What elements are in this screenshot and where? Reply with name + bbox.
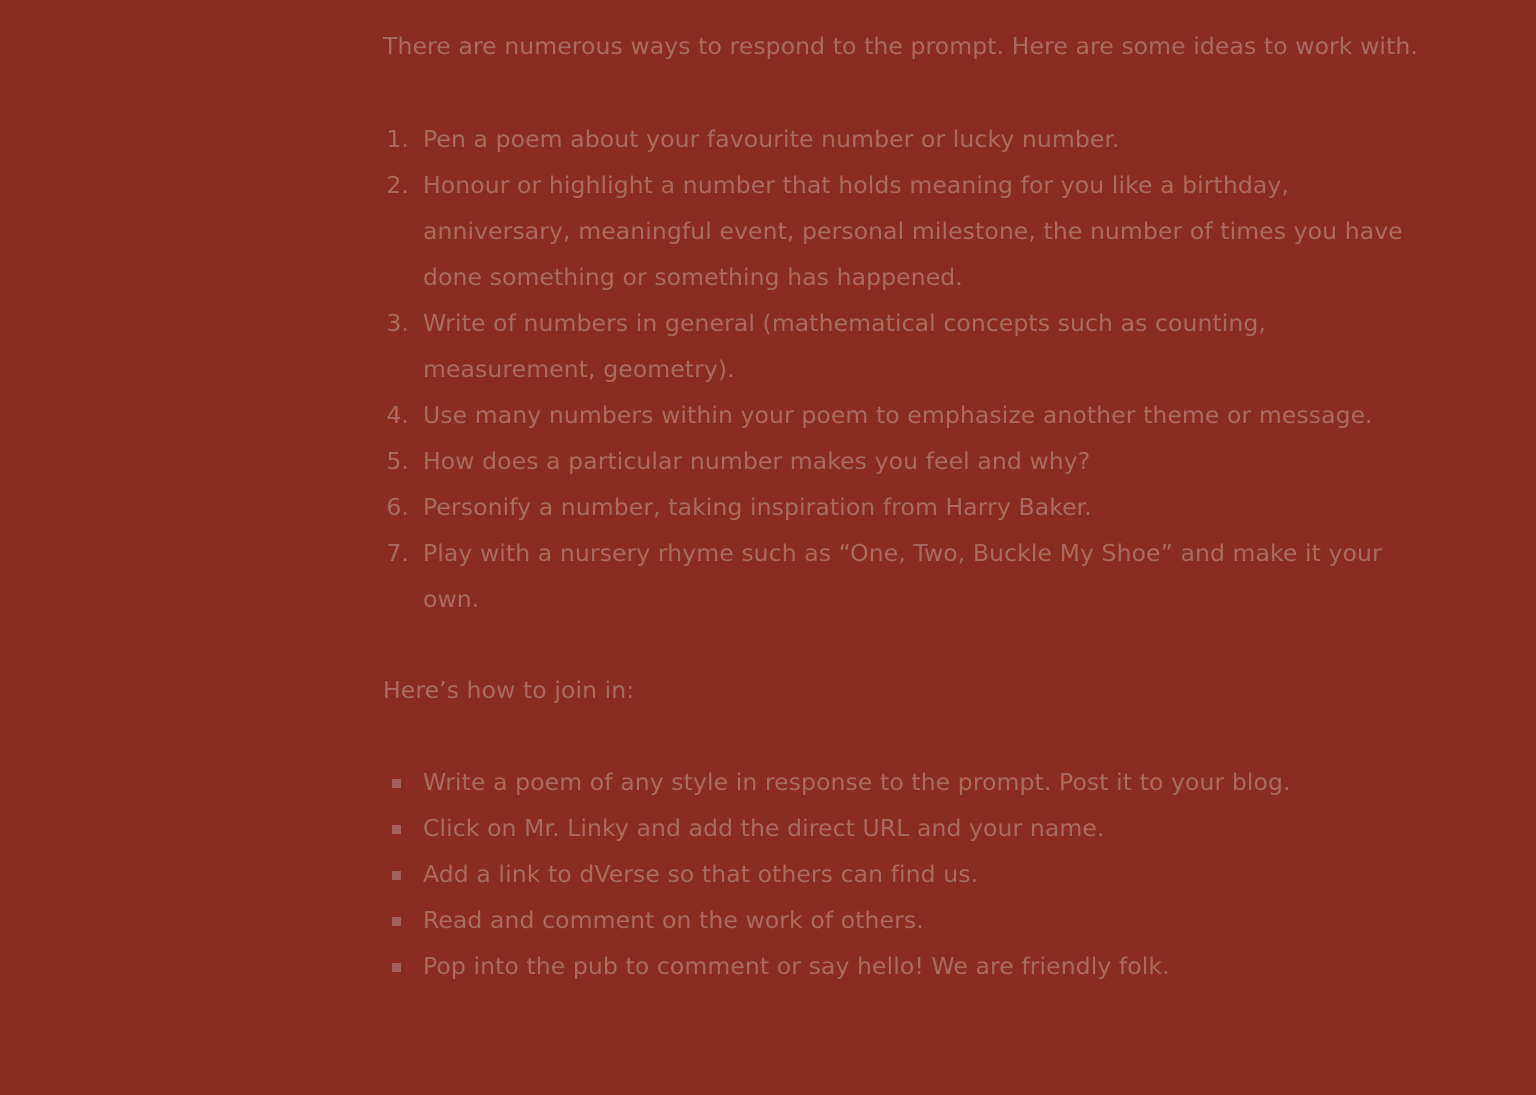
list-item-text: Click on Mr. Linky and add the direct URL and your name. — [423, 814, 1105, 842]
list-item-text: How does a particular number makes you feel and why? — [423, 447, 1091, 475]
square-bullet-icon — [392, 825, 401, 834]
list-item-number: 7. — [386, 539, 409, 567]
list-item — [383, 851, 1443, 897]
list-item — [383, 759, 1443, 805]
list-item-text: Pop into the pub to comment or say hello! We are friendly folk. — [423, 952, 1170, 980]
list-item-text: Play with a nursery rhyme such as “One, Two, Buckle My Shoe” and make it your own. — [423, 539, 1382, 613]
list-item-number: 5. — [386, 447, 409, 475]
square-bullet-icon — [392, 779, 401, 788]
list-item-text: Write of numbers in general (mathematical concepts such as counting, measurement, geometry). — [423, 309, 1266, 383]
list-item-number: 1. — [386, 125, 409, 153]
list-item — [383, 943, 1443, 989]
ideas-list — [383, 69, 1443, 622]
list-item — [383, 805, 1443, 851]
list-item-text: Write a poem of any style in response to the prompt. Post it to your blog. — [423, 768, 1291, 796]
list-item-text: Honour or highlight a number that holds meaning for you like a birthday, anniversary, meaningful event, personal milestone, the number of times you have done something or something has happened. — [423, 171, 1403, 291]
list-item-text: Personify a number, taking inspiration from Harry Baker. — [423, 493, 1092, 521]
list-item — [383, 162, 1443, 300]
square-bullet-icon — [392, 871, 401, 880]
article-content — [383, 0, 1443, 989]
list-item — [383, 438, 1443, 484]
intro-paragraph: There are numerous ways to respond to the prompt. Here are some ideas to work with. — [383, 32, 1418, 60]
square-bullet-icon — [392, 963, 401, 972]
list-item — [383, 392, 1443, 438]
list-item — [383, 116, 1443, 162]
list-item-number: 4. — [386, 401, 409, 429]
list-item — [383, 300, 1443, 392]
list-item-number: 6. — [386, 493, 409, 521]
list-item — [383, 484, 1443, 530]
list-item-number: 3. — [386, 309, 409, 337]
howto-steps-list — [383, 713, 1443, 989]
howto-heading: Here’s how to join in: — [383, 676, 635, 704]
list-item-text: Use many numbers within your poem to emphasize another theme or message. — [423, 401, 1373, 429]
list-item-text: Add a link to dVerse so that others can find us. — [423, 860, 979, 888]
list-item — [383, 897, 1443, 943]
list-item-text: Pen a poem about your favourite number or lucky number. — [423, 125, 1120, 153]
list-item-text: Read and comment on the work of others. — [423, 906, 924, 934]
list-item — [383, 530, 1443, 622]
square-bullet-icon — [392, 917, 401, 926]
list-item-number: 2. — [386, 171, 409, 199]
